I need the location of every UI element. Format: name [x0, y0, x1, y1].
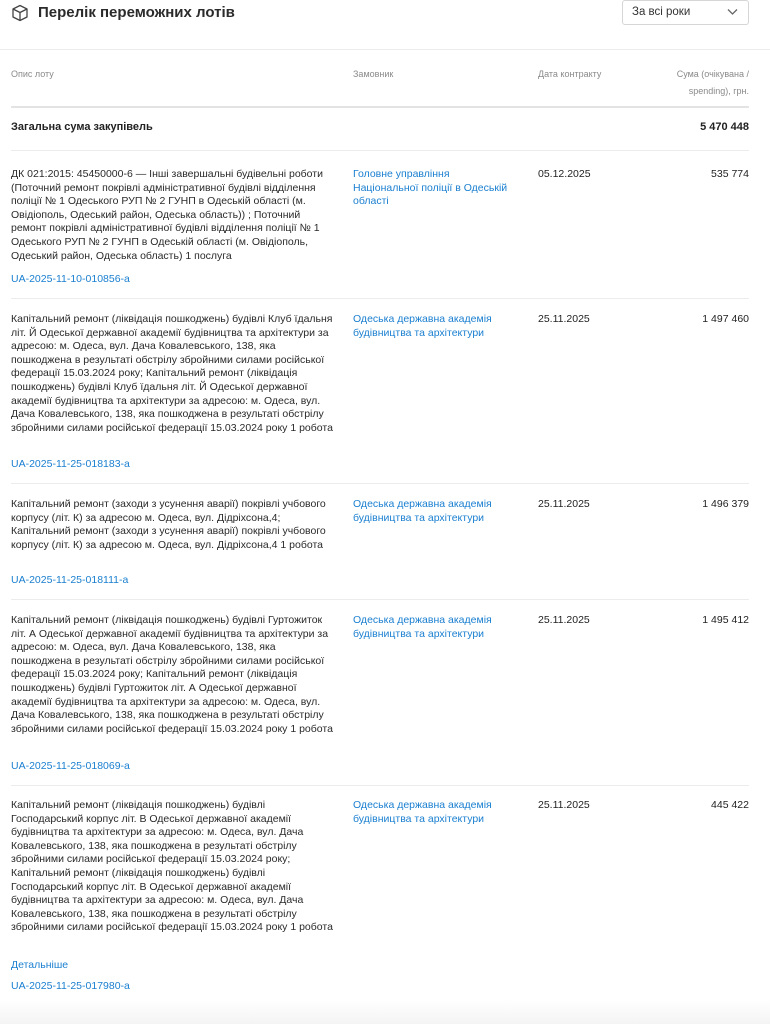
customer-link[interactable]: Одеська державна академія будівництва та архітектури: [353, 313, 492, 339]
lot-description: Капітальний ремонт (ліквідація пошкоджень) будівлі Гуртожиток літ. А Одеської державної академії будівництва та архітектури за адресою: м. Одеса, вул. Дача Ковалевського, 138, яка пошкоджена в результаті обстрілу збройними силами російської федерації 15.03.2024 року; Капітальний ремонт (ліквідація пошкоджень) будівлі Гуртожиток літ. А Одеської державної академії будівництва та архітектури за адресою: м. Одеса, вул. Дача Ковалевського, 138, яка пошкоджена в результаті обстрілу збройними силами російської федерації 15.03.2024 року 1 робота: [11, 614, 333, 735]
total-value: 5 470 448: [700, 121, 749, 133]
column-header-customer: Замовник: [353, 69, 394, 79]
lot-amount: 535 774: [711, 168, 749, 180]
box-icon: [11, 4, 29, 22]
lot-id-link[interactable]: UA-2025-11-25-017980-a: [11, 980, 130, 992]
column-header-date: Дата контракту: [538, 69, 602, 79]
contract-date: 25.11.2025: [538, 313, 590, 325]
lot-amount: 445 422: [711, 799, 749, 811]
widget-header: [0, 0, 770, 50]
contract-date: 25.11.2025: [538, 799, 590, 811]
lot-amount: 1 496 379: [702, 498, 749, 510]
lot-id-link[interactable]: UA-2025-11-25-018111-a: [11, 574, 129, 586]
column-header-sum-line2: spending), грн.: [688, 86, 749, 96]
period-select[interactable]: [622, 0, 749, 25]
more-details-link[interactable]: Детальніше: [11, 959, 69, 971]
customer-link[interactable]: Одеська державна академія будівництва та архітектури: [353, 498, 492, 524]
total-label: Загальна сума закупівель: [11, 121, 153, 133]
lot-amount: 1 495 412: [702, 614, 749, 626]
lot-id-link[interactable]: UA-2025-11-25-018183-a: [11, 458, 130, 470]
table-row: [11, 313, 749, 484]
column-header-description: Опис лоту: [11, 69, 54, 79]
column-header-sum: [639, 66, 749, 100]
contract-date: 25.11.2025: [538, 498, 590, 510]
column-header-sum-line1: Сума (очікувана /: [676, 69, 749, 79]
table-row: [11, 498, 749, 600]
bottom-fade: [0, 1000, 770, 1024]
lot-amount: 1 497 460: [702, 313, 749, 325]
lot-description: Капітальний ремонт (заходи з усунення аварії) покрівлі учбового корпусу (літ. К) за адресою м. Одеса, вул. Дідріхсона,4; Капітальний ремонт (заходи з усунення аварії) покрівлі учбового корпусу (літ. К) за адресою м. Одеса, вул. Дідріхсона,4 1 робота: [11, 498, 326, 551]
table-header: [11, 60, 749, 108]
lot-description: Капітальний ремонт (ліквідація пошкоджень) будівлі Клуб їдальня літ. Й Одеської державної академії будівництва та архітектури за адресою: м. Одеса, вул. Дача Ковалевського, 138, яка пошкоджена в результаті обстрілу збройними силами російської федерації 15.03.2024 року; Капітальний ремонт (ліквідація пошкоджень) будівлі Клуб їдальня літ. Й Одеської державної академії будівництва та архітектури за адресою: м. Одеса, вул. Дача Ковалевського, 138, яка пошкоджена в результаті обстрілу збройними силами російської федерації 15.03.2024 року 1 робота: [11, 313, 333, 434]
customer-link[interactable]: Одеська державна академія будівництва та архітектури: [353, 799, 492, 825]
chevron-down-icon: [727, 8, 738, 16]
table-row: [11, 799, 749, 999]
total-row: [11, 121, 749, 151]
customer-link[interactable]: Одеська державна академія будівництва та архітектури: [353, 614, 492, 640]
contract-date: 25.11.2025: [538, 614, 590, 626]
page-title: Перелік переможних лотів: [38, 4, 235, 21]
lot-id-link[interactable]: UA-2025-11-25-018069-a: [11, 760, 130, 772]
lot-id-link[interactable]: UA-2025-11-10-010856-a: [11, 273, 130, 285]
customer-link[interactable]: Головне управління Національної поліції в Одеській області: [353, 168, 508, 208]
contract-date: 05.12.2025: [538, 168, 591, 180]
lot-description: ДК 021:2015: 45450000-6 — Інші завершальні будівельні роботи (Поточний ремонт покрівлі адміністративної будівлі відділення поліції № 1 Одеського РУП № 2 ГУНП в Одеській області (м. Овідіополь, Одеський район, Одеська область)) ; Поточний ремонт покрівлі адміністративної будівлі відділення поліції № 1 Одеського РУП № 2 ГУНП в Одеській області (м. Овідіополь, Одеський район, Одеська область) 1 послуга: [11, 168, 323, 262]
lot-description: Капітальний ремонт (ліквідація пошкоджень) будівлі Господарський корпус літ. В Одеської державної академії будівництва та архітектури за адресою: м. Одеса, вул. Дача Ковалевського, 138, яка пошкоджена в результаті обстрілу збройними силами російської федерації 15.03.2024 року; Капітальний ремонт (ліквідація пошкоджень) будівлі Господарський корпус літ. В Одеської державної академії будівництва та архітектури за адресою: м. Одеса, вул. Дача Ковалевського, 138, яка пошкоджена в результаті обстрілу збройними силами російської федерації 15.03.2024 року 1 робота: [11, 799, 333, 934]
period-select-value: За всі роки: [632, 6, 691, 18]
table-row: [11, 614, 749, 786]
table-row: [11, 168, 749, 299]
